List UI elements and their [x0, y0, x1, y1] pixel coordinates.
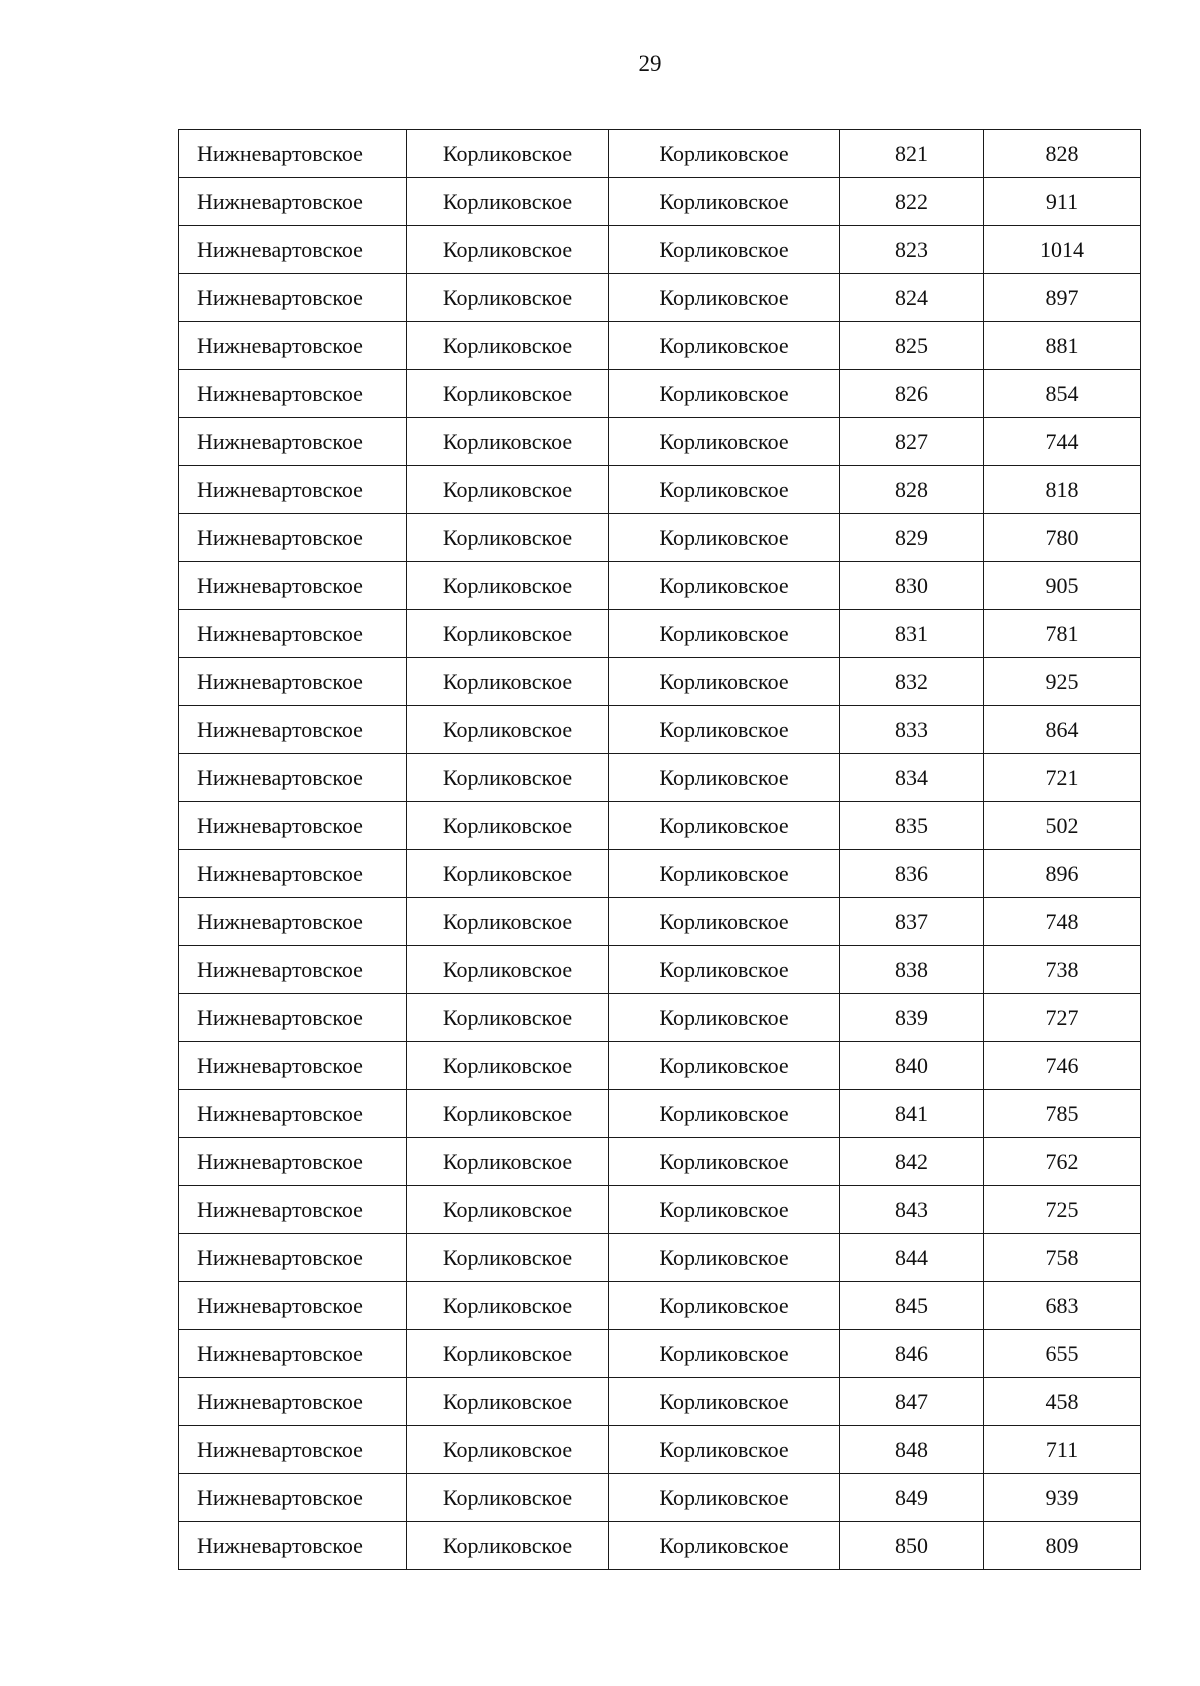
cell-value: 727: [984, 994, 1141, 1042]
cell-value: 683: [984, 1282, 1141, 1330]
cell-number: 842: [840, 1138, 984, 1186]
cell-district: Нижневартовское: [179, 1234, 407, 1282]
cell-number: 831: [840, 610, 984, 658]
cell-license-area: Корликовское: [609, 1330, 840, 1378]
table-row: [179, 1186, 1141, 1234]
table-row: [179, 850, 1141, 898]
cell-value: 864: [984, 706, 1141, 754]
cell-field: Корликовское: [407, 1378, 609, 1426]
cell-district: Нижневартовское: [179, 1330, 407, 1378]
cell-value: 905: [984, 562, 1141, 610]
cell-field: Корликовское: [407, 466, 609, 514]
cell-license-area: Корликовское: [609, 898, 840, 946]
cell-field: Корликовское: [407, 1330, 609, 1378]
cell-district: Нижневартовское: [179, 1138, 407, 1186]
table-row: [179, 1042, 1141, 1090]
table-row: [179, 562, 1141, 610]
cell-district: Нижневартовское: [179, 610, 407, 658]
cell-value: 458: [984, 1378, 1141, 1426]
cell-district: Нижневартовское: [179, 1042, 407, 1090]
cell-field: Корликовское: [407, 274, 609, 322]
cell-field: Корликовское: [407, 610, 609, 658]
cell-field: Корликовское: [407, 370, 609, 418]
cell-value: 809: [984, 1522, 1141, 1570]
cell-license-area: Корликовское: [609, 130, 840, 178]
cell-license-area: Корликовское: [609, 1426, 840, 1474]
cell-value: 502: [984, 802, 1141, 850]
cell-number: 822: [840, 178, 984, 226]
cell-number: 840: [840, 1042, 984, 1090]
cell-district: Нижневартовское: [179, 1186, 407, 1234]
cell-license-area: Корликовское: [609, 1138, 840, 1186]
cell-district: Нижневартовское: [179, 370, 407, 418]
cell-field: Корликовское: [407, 706, 609, 754]
cell-value: 897: [984, 274, 1141, 322]
cell-license-area: Корликовское: [609, 274, 840, 322]
cell-number: 828: [840, 466, 984, 514]
table-row: [179, 322, 1141, 370]
cell-license-area: Корликовское: [609, 1282, 840, 1330]
cell-value: 939: [984, 1474, 1141, 1522]
cell-number: 823: [840, 226, 984, 274]
cell-field: Корликовское: [407, 1426, 609, 1474]
cell-district: Нижневартовское: [179, 706, 407, 754]
cell-number: 824: [840, 274, 984, 322]
cell-number: 830: [840, 562, 984, 610]
cell-value: 881: [984, 322, 1141, 370]
cell-district: Нижневартовское: [179, 994, 407, 1042]
cell-number: 834: [840, 754, 984, 802]
cell-district: Нижневартовское: [179, 802, 407, 850]
cell-number: 849: [840, 1474, 984, 1522]
table-row: [179, 706, 1141, 754]
cell-field: Корликовское: [407, 514, 609, 562]
cell-number: 836: [840, 850, 984, 898]
table-row: [179, 178, 1141, 226]
cell-value: 896: [984, 850, 1141, 898]
cell-license-area: Корликовское: [609, 1090, 840, 1138]
table-row: [179, 1282, 1141, 1330]
cell-field: Корликовское: [407, 754, 609, 802]
cell-value: 762: [984, 1138, 1141, 1186]
cell-license-area: Корликовское: [609, 322, 840, 370]
table-row: [179, 1090, 1141, 1138]
cell-district: Нижневартовское: [179, 1378, 407, 1426]
cell-number: 829: [840, 514, 984, 562]
cell-district: Нижневартовское: [179, 658, 407, 706]
cell-value: 781: [984, 610, 1141, 658]
cell-field: Корликовское: [407, 946, 609, 994]
cell-district: Нижневартовское: [179, 274, 407, 322]
cell-license-area: Корликовское: [609, 1474, 840, 1522]
cell-district: Нижневартовское: [179, 754, 407, 802]
cell-district: Нижневартовское: [179, 466, 407, 514]
table-row: [179, 754, 1141, 802]
cell-license-area: Корликовское: [609, 226, 840, 274]
cell-value: 738: [984, 946, 1141, 994]
cell-field: Корликовское: [407, 418, 609, 466]
cell-value: 828: [984, 130, 1141, 178]
cell-license-area: Корликовское: [609, 658, 840, 706]
data-table: [178, 129, 1141, 1570]
cell-field: Корликовское: [407, 226, 609, 274]
table-row: [179, 610, 1141, 658]
cell-license-area: Корликовское: [609, 514, 840, 562]
table-row: [179, 274, 1141, 322]
cell-license-area: Корликовское: [609, 754, 840, 802]
cell-number: 847: [840, 1378, 984, 1426]
table-row: [179, 1474, 1141, 1522]
cell-license-area: Корликовское: [609, 1234, 840, 1282]
cell-license-area: Корликовское: [609, 1042, 840, 1090]
table-row: [179, 946, 1141, 994]
cell-field: Корликовское: [407, 562, 609, 610]
cell-license-area: Корликовское: [609, 466, 840, 514]
cell-license-area: Корликовское: [609, 1378, 840, 1426]
cell-license-area: Корликовское: [609, 178, 840, 226]
cell-field: Корликовское: [407, 1090, 609, 1138]
table-row: [179, 130, 1141, 178]
cell-value: 911: [984, 178, 1141, 226]
cell-value: 748: [984, 898, 1141, 946]
cell-value: 746: [984, 1042, 1141, 1090]
cell-number: 821: [840, 130, 984, 178]
cell-field: Корликовское: [407, 658, 609, 706]
table-row: [179, 1426, 1141, 1474]
cell-field: Корликовское: [407, 1234, 609, 1282]
cell-field: Корликовское: [407, 1138, 609, 1186]
cell-field: Корликовское: [407, 1522, 609, 1570]
cell-value: 721: [984, 754, 1141, 802]
cell-district: Нижневартовское: [179, 850, 407, 898]
cell-value: 780: [984, 514, 1141, 562]
cell-number: 841: [840, 1090, 984, 1138]
table-row: [179, 658, 1141, 706]
cell-district: Нижневартовское: [179, 418, 407, 466]
cell-license-area: Корликовское: [609, 610, 840, 658]
table-row: [179, 994, 1141, 1042]
cell-district: Нижневартовское: [179, 178, 407, 226]
cell-field: Корликовское: [407, 802, 609, 850]
cell-value: 854: [984, 370, 1141, 418]
page-number: 29: [638, 51, 662, 76]
cell-value: 758: [984, 1234, 1141, 1282]
cell-value: 1014: [984, 226, 1141, 274]
cell-license-area: Корликовское: [609, 370, 840, 418]
table-row: [179, 802, 1141, 850]
cell-district: Нижневартовское: [179, 226, 407, 274]
cell-district: Нижневартовское: [179, 322, 407, 370]
cell-number: 835: [840, 802, 984, 850]
cell-value: 711: [984, 1426, 1141, 1474]
cell-license-area: Корликовское: [609, 706, 840, 754]
cell-number: 837: [840, 898, 984, 946]
cell-field: Корликовское: [407, 994, 609, 1042]
cell-value: 744: [984, 418, 1141, 466]
cell-number: 827: [840, 418, 984, 466]
cell-field: Корликовское: [407, 1042, 609, 1090]
table-row: [179, 1234, 1141, 1282]
cell-number: 826: [840, 370, 984, 418]
cell-number: 843: [840, 1186, 984, 1234]
cell-value: 925: [984, 658, 1141, 706]
cell-number: 833: [840, 706, 984, 754]
table-row: [179, 370, 1141, 418]
cell-field: Корликовское: [407, 322, 609, 370]
cell-field: Корликовское: [407, 850, 609, 898]
cell-district: Нижневартовское: [179, 130, 407, 178]
table-body: [179, 130, 1141, 1570]
cell-field: Корликовское: [407, 1474, 609, 1522]
cell-license-area: Корликовское: [609, 946, 840, 994]
cell-number: 850: [840, 1522, 984, 1570]
cell-field: Корликовское: [407, 898, 609, 946]
cell-license-area: Корликовское: [609, 1522, 840, 1570]
cell-number: 846: [840, 1330, 984, 1378]
table-row: [179, 1378, 1141, 1426]
cell-district: Нижневартовское: [179, 1522, 407, 1570]
cell-field: Корликовское: [407, 130, 609, 178]
cell-license-area: Корликовское: [609, 1186, 840, 1234]
cell-value: 785: [984, 1090, 1141, 1138]
cell-license-area: Корликовское: [609, 562, 840, 610]
cell-value: 818: [984, 466, 1141, 514]
cell-district: Нижневартовское: [179, 1474, 407, 1522]
cell-license-area: Корликовское: [609, 994, 840, 1042]
cell-district: Нижневартовское: [179, 514, 407, 562]
table-row: [179, 466, 1141, 514]
cell-value: 725: [984, 1186, 1141, 1234]
cell-field: Корликовское: [407, 1186, 609, 1234]
cell-field: Корликовское: [407, 1282, 609, 1330]
cell-district: Нижневартовское: [179, 946, 407, 994]
table-row: [179, 1330, 1141, 1378]
cell-number: 832: [840, 658, 984, 706]
cell-number: 838: [840, 946, 984, 994]
table-row: [179, 418, 1141, 466]
cell-field: Корликовское: [407, 178, 609, 226]
cell-district: Нижневартовское: [179, 1426, 407, 1474]
cell-district: Нижневартовское: [179, 1090, 407, 1138]
cell-value: 655: [984, 1330, 1141, 1378]
cell-number: 844: [840, 1234, 984, 1282]
cell-district: Нижневартовское: [179, 562, 407, 610]
table-row: [179, 898, 1141, 946]
table-row: [179, 226, 1141, 274]
cell-license-area: Корликовское: [609, 418, 840, 466]
table-row: [179, 1138, 1141, 1186]
table-row: [179, 514, 1141, 562]
cell-number: 848: [840, 1426, 984, 1474]
cell-number: 839: [840, 994, 984, 1042]
cell-district: Нижневартовское: [179, 1282, 407, 1330]
cell-number: 825: [840, 322, 984, 370]
table-row: [179, 1522, 1141, 1570]
cell-license-area: Корликовское: [609, 850, 840, 898]
cell-number: 845: [840, 1282, 984, 1330]
cell-district: Нижневартовское: [179, 898, 407, 946]
cell-license-area: Корликовское: [609, 802, 840, 850]
